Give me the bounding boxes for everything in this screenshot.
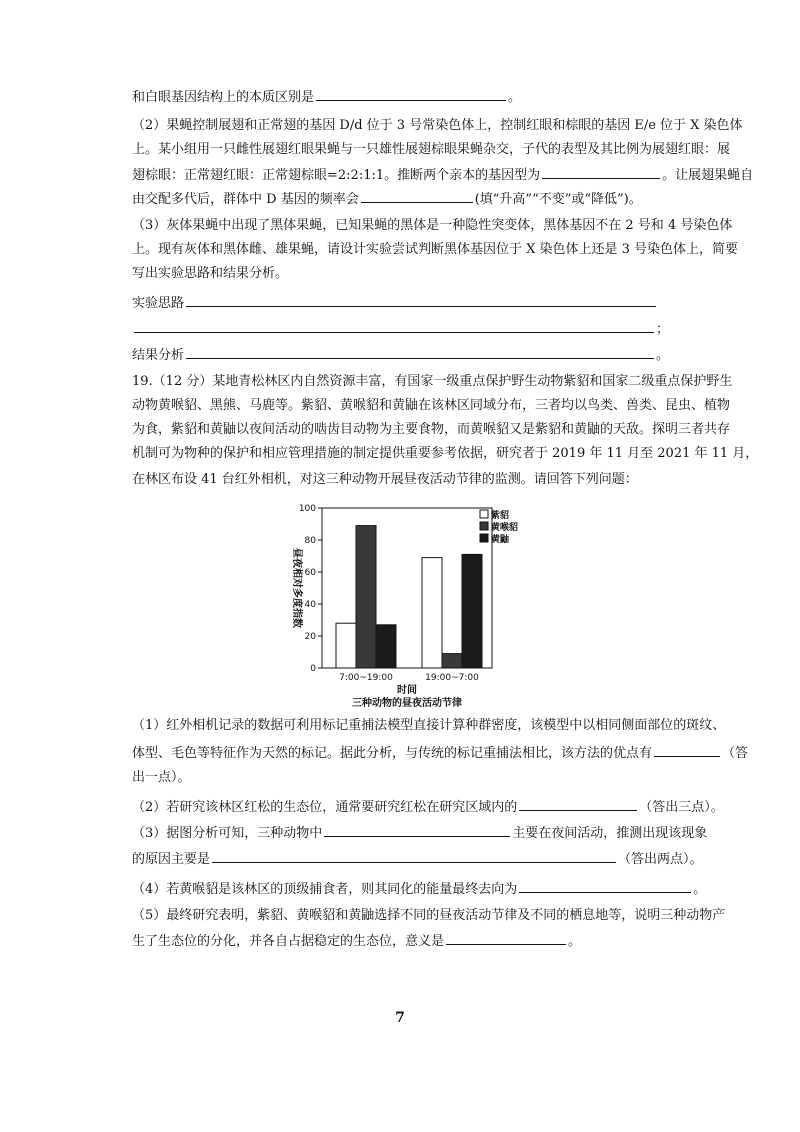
legend-label: 黄喉貂 xyxy=(491,523,519,533)
bar-1 xyxy=(422,558,442,668)
legend-swatch xyxy=(480,510,488,518)
answer-blank[interactable] xyxy=(519,878,691,893)
line-text: 在林区布设 41 台红外相机，对这三种动物开展昼夜活动节律的监测。请回答下列问题： xyxy=(132,472,638,487)
line-suffix: （答出三点）。 xyxy=(639,800,724,815)
line-suffix: (填“升高”“不变”或“降低”)。 xyxy=(474,192,642,207)
line-text: 的原因主要是 xyxy=(132,852,211,867)
line-suffix: （答 xyxy=(722,746,749,761)
text-line xyxy=(132,318,669,340)
y-tick-label: 60 xyxy=(304,568,316,578)
x-axis-label: 时间 xyxy=(397,685,417,696)
answer-blank[interactable] xyxy=(361,188,473,203)
answer-blank[interactable] xyxy=(446,930,566,945)
y-tick-label: 80 xyxy=(304,536,316,546)
line-text: 19.（12 分）某地青松林区内自然资源丰富，有国家一级重点保护野生动物紫貂和国家二级重点保护野生 xyxy=(132,374,733,389)
text-line xyxy=(132,848,703,870)
line-text: 结果分析 xyxy=(132,348,185,363)
line-text: 翅棕眼：正常翅红眼：正常翅棕眼=2:2:1:1。推断两个亲本的基因型为 xyxy=(132,168,541,183)
answer-blank[interactable] xyxy=(316,86,506,101)
text-line xyxy=(132,906,725,926)
line-suffix: 。 xyxy=(693,882,707,897)
bar-2 xyxy=(442,654,462,668)
answer-blank[interactable] xyxy=(186,292,656,307)
y-tick-label: 100 xyxy=(298,504,316,514)
line-suffix: 。 xyxy=(656,348,670,363)
line-text: 实验思路 xyxy=(132,296,185,311)
text-line xyxy=(132,86,521,108)
text-line xyxy=(132,742,748,764)
text-line xyxy=(132,396,730,416)
answer-blank[interactable] xyxy=(519,796,637,811)
bar-2 xyxy=(356,526,376,668)
line-text: 上。现有灰体和黑体雌、雄果蝇，请设计实验尝试判断黑体基因位于 X 染色体上还是 3 号染色体上，简要 xyxy=(132,242,739,257)
x-category-label: 7:00~19:00 xyxy=(339,673,393,683)
text-line xyxy=(132,188,642,210)
line-text: 体型、毛色等特征作为天然的标记。据此分析，与传统的标记重捕法相比，该方法的优点有 xyxy=(132,746,653,761)
text-line xyxy=(132,140,730,160)
page-number: 7 xyxy=(395,1010,405,1026)
y-tick-label: 0 xyxy=(310,664,316,674)
line-text: 上。某小组用一只雌性展翅红眼果蝇与一只雄性展翅棕眼果蝇杂交，子代的表型及其比例为展翅红眼：展 xyxy=(132,142,731,157)
line-suffix: （答出两点）。 xyxy=(618,852,703,867)
line-suffix: 。 xyxy=(568,934,582,949)
answer-blank[interactable] xyxy=(186,344,654,359)
text-line xyxy=(132,444,758,464)
line-suffix: 主要在夜间活动，推测出现该现象 xyxy=(512,826,708,841)
text-line xyxy=(132,470,638,490)
text-line xyxy=(132,292,658,314)
line-text: （2）若研究该林区红松的生态位，通常要研究红松在研究区域内的 xyxy=(132,800,518,815)
y-tick-label: 20 xyxy=(304,632,316,642)
text-line xyxy=(132,420,730,440)
text-line xyxy=(132,116,743,136)
x-category-label: 19:00~7:00 xyxy=(425,673,479,683)
line-text: 动物黄喉貂、黑熊、马鹿等。紫貂、黄喉貂和黄鼬在该林区同域分布，三者均以鸟类、兽类、昆虫、植物 xyxy=(132,398,731,413)
text-line xyxy=(132,164,753,186)
line-text: 为食，紫貂和黄鼬以夜间活动的啮齿目动物为主要食物，而黄喉貂又是紫貂和黄鼬的天敌。探明三者共存 xyxy=(132,422,731,437)
activity-bar-chart xyxy=(280,500,530,710)
line-suffix: 。让展翅果蝇自 xyxy=(662,168,754,183)
bar-3 xyxy=(462,554,482,668)
line-text: 出一点）。 xyxy=(132,770,191,785)
line-text: （5）最终研究表明，紫貂、黄喉貂和黄鼬选择不同的昼夜活动节律及不同的栖息地等，说明三种动物产 xyxy=(132,908,726,923)
text-line xyxy=(132,878,706,900)
legend-swatch xyxy=(480,534,488,542)
line-text: （3）据图分析可知，三种动物中 xyxy=(132,826,323,841)
text-line xyxy=(132,768,191,788)
line-text: 由交配多代后，群体中 D 基因的频率会 xyxy=(132,192,359,207)
line-text: （2）果蝇控制展翅和正常翅的基因 D/d 位于 3 号常染色体上，控制红眼和棕眼的基因 E/e 位于 X 染色体 xyxy=(132,118,743,133)
text-line xyxy=(132,216,732,236)
answer-blank[interactable] xyxy=(542,164,660,179)
answer-blank[interactable] xyxy=(212,848,616,863)
text-line xyxy=(132,344,669,366)
text-line xyxy=(132,716,725,736)
line-text: 生了生态位的分化，并各自占据稳定的生态位，意义是 xyxy=(132,934,445,949)
legend-label: 紫貂 xyxy=(491,511,510,521)
text-line xyxy=(132,372,732,392)
bar-3 xyxy=(376,625,396,668)
answer-blank[interactable] xyxy=(654,742,720,757)
legend-swatch xyxy=(480,522,488,530)
y-axis-label: 昼夜相对多度指数 xyxy=(291,548,302,628)
line-text: 写出实验思路和结果分析。 xyxy=(132,266,289,281)
answer-blank[interactable] xyxy=(134,318,654,333)
answer-blank[interactable] xyxy=(324,822,510,837)
line-text: （1）红外相机记录的数据可利用标记重捕法模型直接计算种群密度，该模型中以相同侧面部位的斑纹、 xyxy=(132,718,726,733)
text-line xyxy=(132,796,724,818)
text-line xyxy=(132,264,288,284)
line-text: 机制可为物种的保护和相应管理措施的制定提供重要参考依据，研究者于 2019 年 11 月至 2021 年 11 月， xyxy=(132,446,759,461)
chart-title: 三种动物的昼夜活动节律 xyxy=(352,698,462,709)
line-suffix: 。 xyxy=(508,90,522,105)
bar-1 xyxy=(336,623,356,668)
line-text: （3）灰体果蝇中出现了黑体果蝇，已知果蝇的黑体是一种隐性突变体，黑体基因不在 2 号和 4 号染色体 xyxy=(132,218,733,233)
y-tick-label: 40 xyxy=(304,600,316,610)
text-line xyxy=(132,240,738,260)
text-line xyxy=(132,930,581,952)
legend-label: 黄鼬 xyxy=(491,535,510,545)
line-suffix: ； xyxy=(656,322,670,337)
line-text: （4）若黄喉貂是该林区的顶级捕食者，则其同化的能量最终去向为 xyxy=(132,882,518,897)
line-text: 和白眼基因结构上的本质区别是 xyxy=(132,90,315,105)
text-line xyxy=(132,822,707,844)
